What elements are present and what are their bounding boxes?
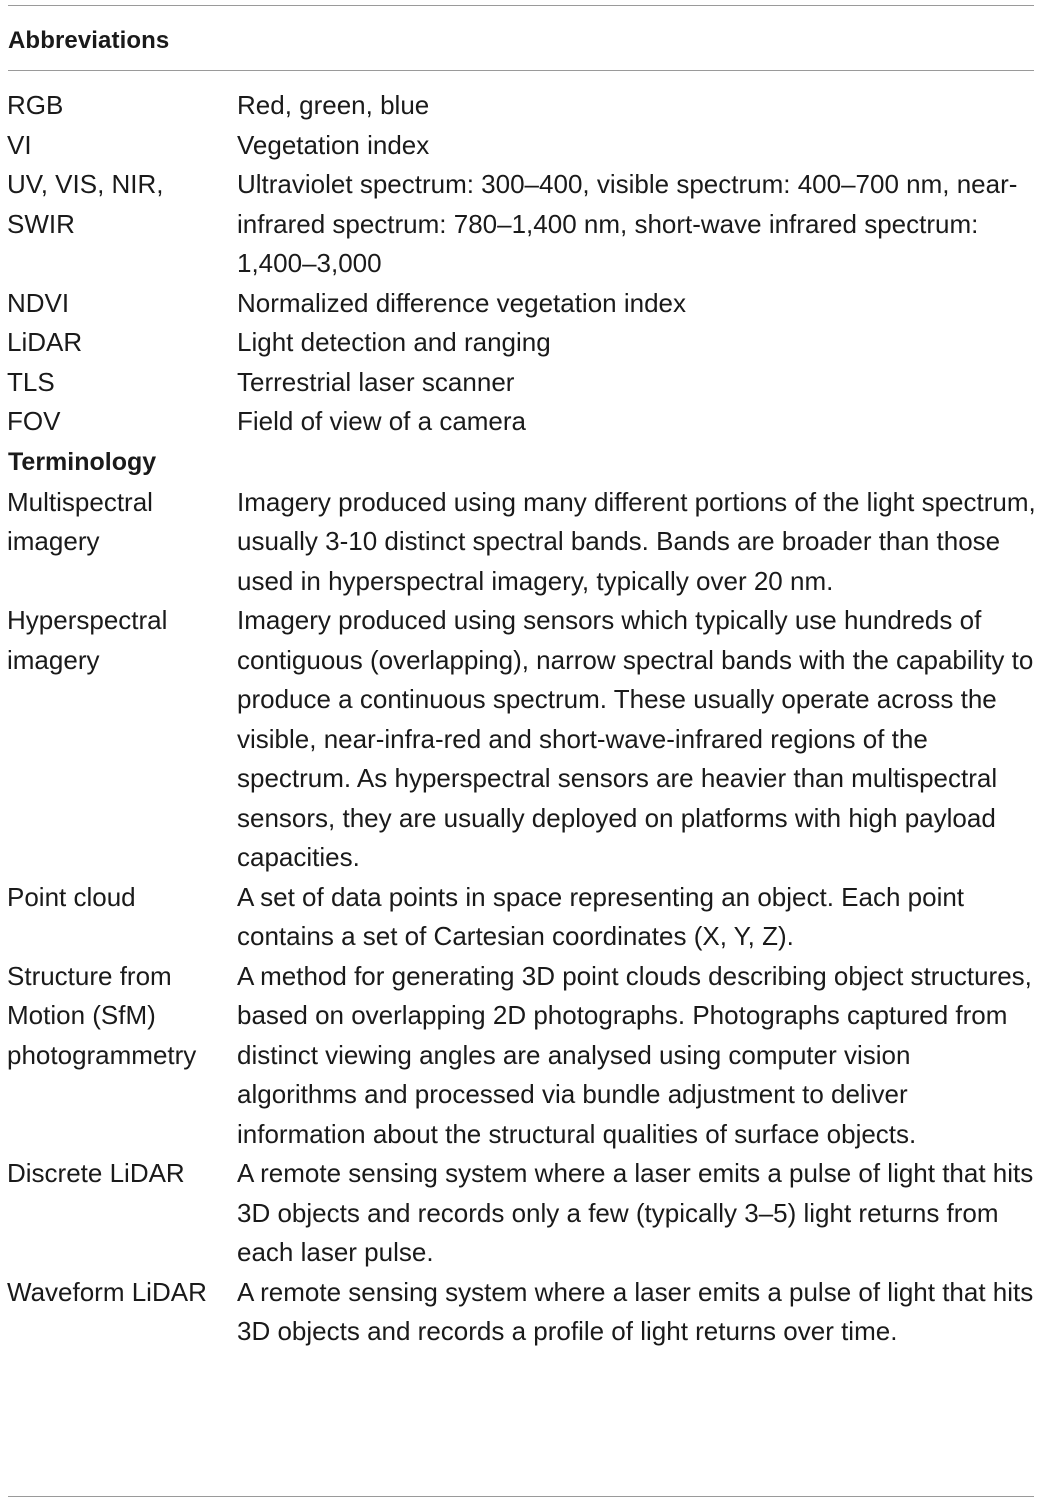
definition-cell: A set of data points in space representing an object. Each point contains a set of Cartesian coordinates (X, Y, Z). [237, 881, 965, 951]
definition-cell: Field of view of a camera [237, 406, 527, 436]
term-cell: Multispectral imagery [7, 486, 153, 556]
bottom-rule [8, 1496, 1034, 1497]
table-row [0, 878, 1040, 957]
top-rule [8, 5, 1034, 6]
term-cell: LiDAR [7, 327, 83, 357]
table-row [0, 363, 1040, 403]
term-cell: TLS [7, 366, 55, 397]
term-cell: Structure from Motion (SfM) photogrammetry [7, 960, 197, 1070]
term-cell: RGB [7, 90, 64, 120]
term-cell: Hyperspectral imagery [7, 605, 168, 675]
definition-cell: A remote sensing system where a laser emits a pulse of light that hits 3D objects and records a profile of light returns over time. [237, 1276, 1034, 1346]
term-cell: Point cloud [7, 881, 136, 912]
term-cell: NDVI [7, 287, 70, 318]
definition-cell: Imagery produced using many different portions of the light spectrum, usually 3-10 distinct spectral bands. Bands are broader than those used in hyperspectral imagery, typically over 20 nm. [237, 486, 1036, 596]
term-cell: VI [7, 129, 32, 160]
table-row [0, 323, 1040, 363]
table-row [0, 86, 1040, 126]
definition-cell: Normalized difference vegetation index [237, 287, 687, 318]
definition-cell: Vegetation index [237, 129, 430, 160]
table-header-title: Abbreviations [8, 27, 170, 54]
definition-cell: Ultraviolet spectrum: 300–400, visible spectrum: 400–700 nm, near-infrared spectrum: 780–1,400 nm, short-wave infrared spectrum: 1,400–3,000 [237, 169, 1018, 278]
definition-cell: Terrestrial laser scanner [237, 366, 515, 397]
table-row [0, 1273, 1040, 1352]
term-cell: Waveform LiDAR [7, 1276, 207, 1307]
table-row [0, 483, 1040, 602]
terminology-section-title: Terminology [8, 447, 157, 476]
table-row [0, 402, 1040, 442]
term-cell: UV, VIS, NIR, SWIR [7, 169, 164, 239]
header-rule [8, 70, 1034, 71]
table-row [0, 1154, 1040, 1273]
table-body [0, 86, 1040, 1352]
definition-cell: Imagery produced using sensors which typically use hundreds of contiguous (overlapping), narrow spectral bands with the capability to produce a continuous spectrum. These usually operate across the visible, near-infra-red and short-wave-infrared regions of the spectrum. As hyperspectral sensors are heavier than multispectral sensors, they are usually deployed on platforms with high payload capacities. [237, 605, 1034, 872]
definition-cell: A remote sensing system where a laser emits a pulse of light that hits 3D objects and records only a few (typically 3–5) light returns from each laser pulse. [237, 1158, 1034, 1267]
table-row [0, 284, 1040, 324]
definition-cell: Light detection and ranging [237, 327, 551, 357]
table-row [0, 957, 1040, 1155]
table-row [0, 601, 1040, 878]
definition-cell: Red, green, blue [237, 90, 430, 120]
table-row [0, 165, 1040, 284]
term-cell: Discrete LiDAR [7, 1158, 185, 1188]
term-cell: FOV [7, 406, 61, 436]
table-row [0, 126, 1040, 166]
definition-cell: A method for generating 3D point clouds describing object structures, based on overlapping 2D photographs. Photographs captured from distinct viewing angles are analysed using computer vision algorithms and processed via bundle adjustment to deliver information about the structural qualities of surface objects. [237, 960, 1032, 1149]
